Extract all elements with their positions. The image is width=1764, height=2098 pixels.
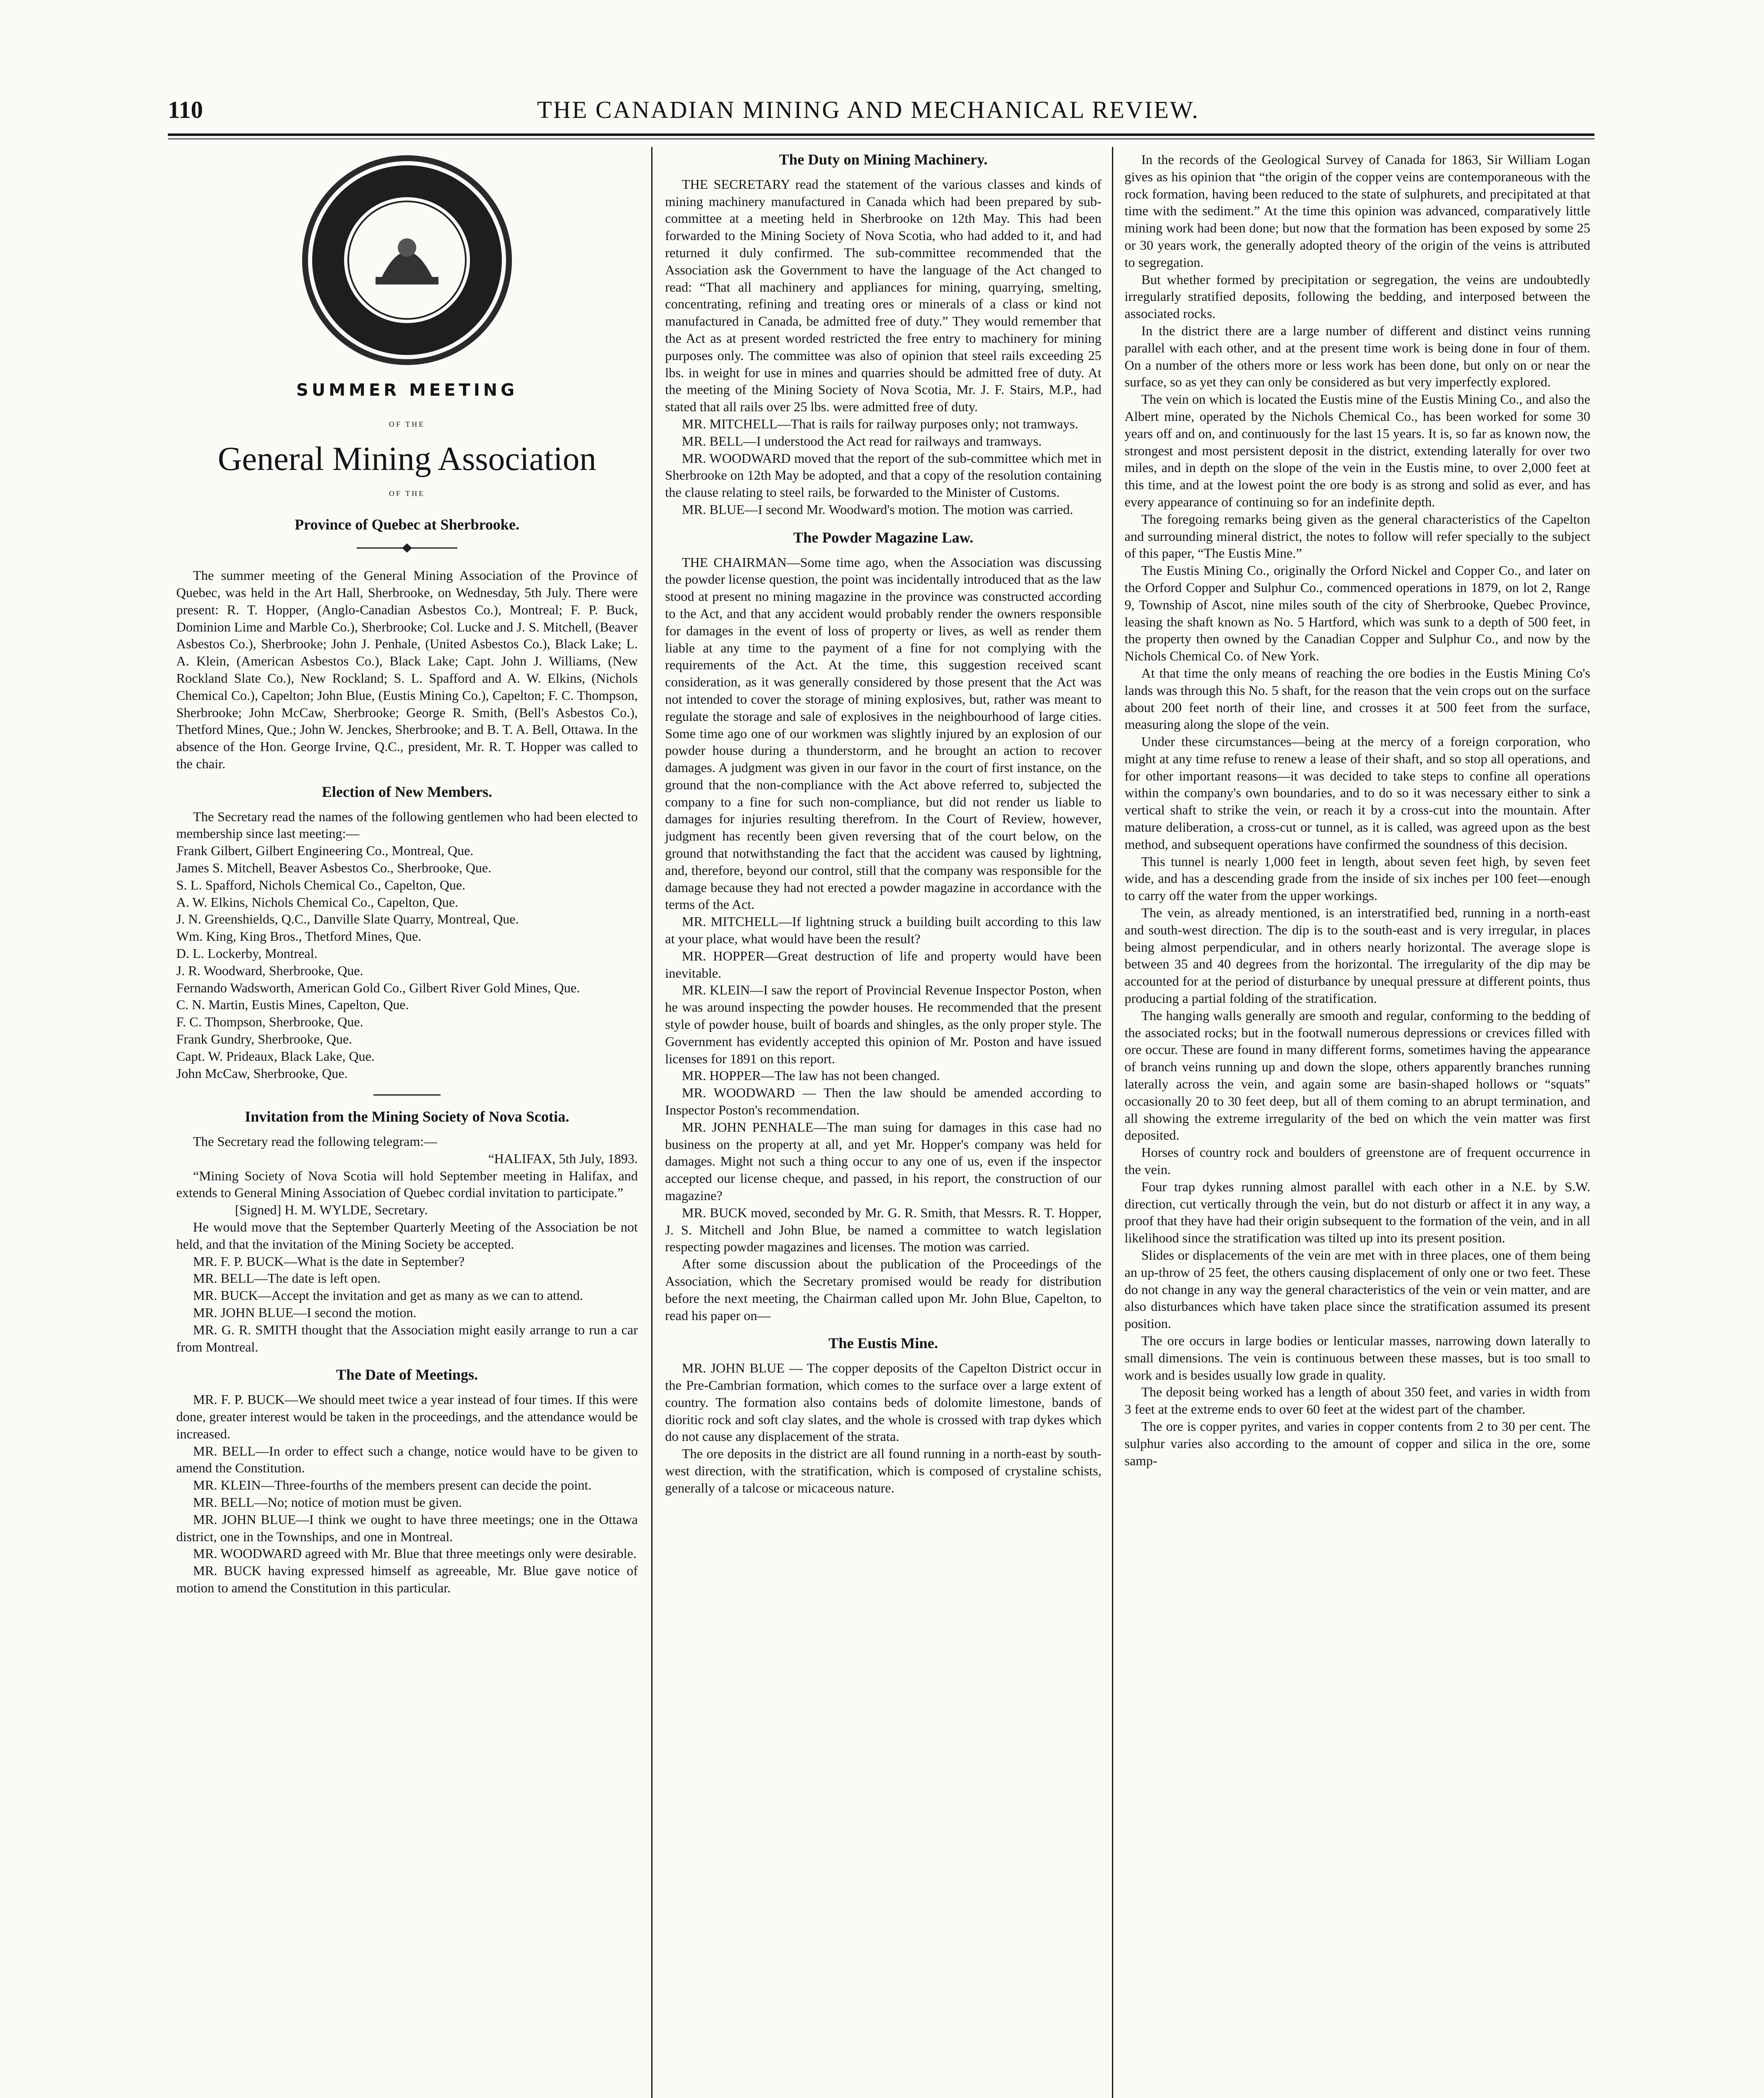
paragraph: MR. JOHN BLUE—I second the motion.	[193, 1305, 417, 1320]
paragraph: MR. BUCK having expressed himself as agreeable, Mr. Blue gave notice of motion to amend the Constitution in this particular.	[176, 1563, 638, 1596]
paragraph: MR. BUCK—Accept the invitation and get as many as we can to attend.	[193, 1288, 583, 1303]
section-separator	[373, 1094, 441, 1096]
paragraph: He would move that the September Quarterly Meeting of the Association be not held, and that the invitation of the Mining Society be accepted.	[176, 1219, 638, 1252]
paragraph: MR. KLEIN—Three-fourths of the members present can decide the point.	[193, 1477, 592, 1493]
paragraph: This tunnel is nearly 1,000 feet in length, about seven feet high, by seven feet wide, and has a descending grade from the inside of six inches per 100 feet—enough to carry off the water from the upper workings.	[1125, 853, 1590, 903]
paragraph: The ore is copper pyrites, and varies in copper contents from 2 to 30 per cent. The sulphur varies also according to the amount of copper and silica in the ore, some samp-	[1125, 1418, 1590, 1468]
meeting-paragraph: The summer meeting of the General Mining Association of the Province of Quebec, was held in the Art Hall, Sherbrooke, on Wednesday, 5th July. There were present: R. T. Hopper, (Anglo-Canadian Asbestos Co.), Montreal; F. P. Buck, Dominion Lime and Marble Co.), Sherbrooke; Col. Lucke and J. S. Mitchell, (Beaver Asbestos Co.), Sherbrooke; John J. Penhale, (United Asbestos Co.), Black Lake; L. A. Klein, (American Asbestos Co.), Black Lake; Capt. John J. Williams, (New Rockland Slate Co.), New Rockland; S. L. Spafford and A. W. Elkins, (Nichols Chemical Co.), Capelton; John Blue, (Eustis Mining Co.), Capelton; F. C. Thompson, Sherbrooke; John McCaw, Sherbrooke; George R. Smith, (Bell's Asbestos Co.), Thetford Mines, Que.; John W. Jenckes, Sherbrooke; and B. T. A. Bell, Ottawa. In the absence of the Hon. George Irvine, Q.C., president, Mr. R. T. Hopper was called to the chair.	[176, 568, 638, 771]
list-item: Frank Gundry, Sherbrooke, Que.	[176, 1031, 352, 1046]
section-heading-eustis: The Eustis Mine.	[828, 1335, 938, 1352]
paragraph: MR. WOODWARD — Then the law should be amended according to Inspector Poston's recommendation.	[665, 1085, 1101, 1118]
telegram-intro: The Secretary read the following telegram:—	[193, 1134, 437, 1149]
page-number: 110	[168, 96, 203, 123]
column-divider-2	[1112, 147, 1113, 2098]
of-the-label: OF THE	[389, 420, 425, 428]
paragraph: MR. BELL—The date is left open.	[193, 1271, 381, 1286]
ornament-rule	[357, 542, 457, 554]
paragraph: THE CHAIRMAN—Some time ago, when the Association was discussing the powder license question, the point was incidentally introduced that as the law stood at present no mining magazine in the province was constructed according to the Act, and that any accident would probably render the owners responsible for damages in the event of loss of property or lives, as well as render them liable at any time to the payment of a fine for not complying with the requirements of the Act. At the time, this suggestion received scant consideration, as it was generally considered by those present that the Act was not intended to cover the storage of mining explosives, but, rather was meant to regulate the storage and sale of explosives in the neighbourhood of large cities. Some time ago one of our workmen was slightly injured by an explosion of our powder house during a thunderstorm, and he brought an action to recover damages. A judgment was given in our favor in the court of first instance, on the ground that the non-compliance with the Act above referred to, subjected the company to a fine for such non-compliance, but did not render us liable to damages for injuries resulting therefrom. In the Court of Review, however, judgment has recently been given reversing that of the court below, on the ground that notwithstanding the fact that the accident was caused by lightning, and, therefore, beyond our control, still that the company was responsible for the damage because they had not erected a powder magazine in accordance with the terms of the Act.	[665, 554, 1101, 912]
list-item: J. R. Woodward, Sherbrooke, Que.	[176, 963, 363, 978]
paragraph: MR. JOHN PENHALE—The man suing for damages in this case had no business on the property at all, and yet Mr. Hopper's company was held for damages. Might not such a thing occur to any one of us, even if the inspector accepted our license cheque, and passed, in his report, the construction of our magazine?	[665, 1119, 1101, 1203]
section-heading-election: Election of New Members.	[322, 783, 492, 800]
paragraph: But whether formed by precipitation or segregation, the veins are undoubtedly irregularly stratified deposits, following the bedding, and interposed between the associated rocks.	[1125, 271, 1590, 321]
telegram-signature: [Signed] H. M. WYLDE, Secretary.	[235, 1202, 428, 1218]
paragraph: The ore occurs in large bodies or lenticular masses, narrowing down laterally to small dimensions. The vein is continuous between these masses, but is too small to work and is besides usually low grade in quality.	[1125, 1333, 1590, 1383]
paragraph: The deposit being worked has a length of about 350 feet, and varies in width from 3 feet at the extreme ends to over 60 feet at the widest part of the chamber.	[1125, 1384, 1590, 1417]
summer-meeting-heading: SUMMER MEETING	[296, 381, 518, 400]
paragraph: MR. BLUE—I second Mr. Woodward's motion. The motion was carried.	[682, 501, 1073, 517]
paragraph: MR. F. P. BUCK—What is the date in September?	[193, 1253, 465, 1269]
paragraph: The Eustis Mining Co., originally the Orford Nickel and Copper Co., and later on the Orford Copper and Sulphur Co., commenced operations in 1879, on lot 2, Range 9, Township of Ascot, nine miles south of the city of Sherbrooke, Quebec Province, leasing the shaft known as No. 5 Hartford, which was sunk to a depth of 500 feet, in the property then owned by the Canadian Copper and Sulphur Co., and now by the Nichols Chemical Co. of New York.	[1125, 563, 1590, 664]
paragraph: THE SECRETARY read the statement of the various classes and kinds of mining machinery manufactured in Canada which had been prepared by sub-committee at a meeting held in Sherbrooke on 12th May. This had been forwarded to the Mining Society of Nova Scotia, who had added to it, and had returned it duly confirmed. The sub-committee recommended that the Association ask the Government to have the language of the Act changed to read: “That all machinery and appliances for mining, quarrying, smelting, concentrating, refining and treating ores or minerals of a class or kind not manufactured in Canada, be admitted free of duty.” They would remember that the Act as at present worded restricted the free entry to machinery for mining purposes only. The committee was also of opinion that steel rails exceeding 25 lbs. in weight for use in mines and quarries should be admitted free of duty. At the meeting of the Mining Society of Nova Scotia, Mr. J. F. Stairs, M.P., had stated that all rails over 25 lbs. were admitted free of duty.	[665, 176, 1101, 415]
header-rule-thin	[168, 138, 1594, 139]
paragraph: MR. KLEIN—I saw the report of Provincial Revenue Inspector Poston, when he was around inspecting the powder houses. He recommended that the present style of powder house, built of boards and shingles, as the only proper style. The Government has evidently accepted this opinion of Mr. Poston and have issued licenses for 1891 on this report.	[665, 982, 1101, 1066]
paragraph: MR. MITCHELL—If lightning struck a building built according to this law at your place, what would have been the result?	[665, 914, 1101, 947]
telegram-date: “HALIFAX, 5th July, 1893.	[488, 1151, 638, 1166]
province-subtitle: Province of Quebec at Sherbrooke.	[295, 516, 519, 533]
paragraph: The ore deposits in the district are all found running in a north-east by south-west direction, with the stratification, which is composed of crystaline schists, generally of a talcose or micaceous nature.	[665, 1446, 1101, 1495]
list-item: John McCaw, Sherbrooke, Que.	[176, 1065, 348, 1081]
paragraph: Four trap dykes running almost parallel with each other in a N.E. by S.W. direction, cut vertically through the vein, but do not disturb or affect it in any way, a proof that they have had their origin subsequent to the formation of the vein, and in all likelihood since the stratification was tilted up into its present position.	[1125, 1179, 1590, 1246]
association-seal-image	[298, 151, 516, 369]
paragraph: MR. BELL—I understood the Act read for railways and tramways.	[682, 433, 1042, 449]
paragraph: MR. G. R. SMITH thought that the Association might easily arrange to run a car from Montreal.	[176, 1322, 638, 1354]
section-heading-powder: The Powder Magazine Law.	[793, 529, 973, 546]
paragraph: MR. HOPPER—Great destruction of life and property would have been inevitable.	[665, 948, 1101, 981]
paragraph: Under these circumstances—being at the mercy of a foreign corporation, who might at any time refuse to renew a lease of their shaft, and so stop all operations, and for other important reasons—it was decided to take steps to confine all operations within the company's own boundaries, and to do so it was necessary either to sink a vertical shaft to strike the vein, or reach it by a cross-cut into the mountain. After mature deliberation, a cross-cut or tunnel, as it is called, was agreed upon as the best method, and subsequent operations have confirmed the soundness of this decision.	[1125, 734, 1590, 852]
list-item: Frank Gilbert, Gilbert Engineering Co., Montreal, Que.	[176, 843, 474, 859]
list-item: C. N. Martin, Eustis Mines, Capelton, Que.	[176, 997, 409, 1012]
paragraph: After some discussion about the publication of the Proceedings of the Association, which the Secretary promised would be ready for distribution before the next meeting, the Chairman called upon Mr. John Blue, Capelton, to read his paper on—	[665, 1256, 1101, 1323]
paragraph: Horses of country rock and boulders of greenstone are of frequent occurrence in the vein.	[1125, 1145, 1590, 1177]
member-list	[176, 842, 638, 1082]
paragraph: The foregoing remarks being given as the general characteristics of the Capelton and surrounding mineral district, the notes to follow will refer specially to the subject of this paper, “The Eustis Mine.”	[1125, 511, 1590, 561]
list-item: D. L. Lockerby, Montreal.	[176, 945, 318, 961]
paragraph: MR. BUCK moved, seconded by Mr. G. R. Smith, that Messrs. R. T. Hopper, J. S. Mitchell and John Blue, be named a committee to watch legislation respecting powder magazines and licenses. The motion was carried.	[665, 1205, 1101, 1255]
paragraph: MR. MITCHELL—That is rails for railway purposes only; not tramways.	[682, 416, 1078, 431]
header-rule	[168, 133, 1594, 136]
list-item: James S. Mitchell, Beaver Asbestos Co., Sherbrooke, Que.	[176, 860, 491, 875]
paragraph: MR. F. P. BUCK—We should meet twice a year instead of four times. If this were done, greater interest would be taken in the proceedings, and the attendance would be increased.	[176, 1392, 638, 1441]
section-heading-invitation: Invitation from the Mining Society of Nova Scotia.	[245, 1108, 569, 1125]
column-middle	[665, 151, 1101, 1497]
of-the-label-2: OF THE	[389, 489, 425, 498]
running-head: THE CANADIAN MINING AND MECHANICAL REVIEW.	[537, 96, 1200, 123]
column-divider-1	[651, 147, 652, 2098]
list-item: Capt. W. Prideaux, Black Lake, Que.	[176, 1048, 375, 1064]
paragraph: MR. BELL—No; notice of motion must be given.	[193, 1495, 462, 1510]
paragraph: MR. WOODWARD agreed with Mr. Blue that three meetings only were desirable.	[193, 1546, 637, 1561]
paragraph: Slides or displacements of the vein are met with in three places, one of them being an up-throw of 25 feet, the others causing displacement of only one or two feet. These do not change in any way the general characteristics of the vein or vein matter, and are also disturbances which have taken place since the stratification assumed its present position.	[1125, 1247, 1590, 1331]
paragraph: MR. JOHN BLUE — The copper deposits of the Capelton District occur in the Pre-Cambrian formation, which comes to the surface over a large extent of country. The formation also contains beds of dolomite limestone, bands of dioritic rock and soft clay slates, and the whole is crossed with trap dykes which do not cause any displacement of the strata.	[665, 1360, 1101, 1444]
association-title: General Mining Association	[217, 440, 597, 478]
list-item: Wm. King, King Bros., Thetford Mines, Que.	[176, 929, 422, 944]
paragraph: MR. WOODWARD moved that the report of the sub-committee which met in Sherbrooke on 12th May be adopted, and that a copy of the resolution containing the clause relating to steel rails, be forwarded to the Minister of Customs.	[665, 450, 1101, 500]
paragraph: In the records of the Geological Survey of Canada for 1863, Sir William Logan gives as his opinion that “the origin of the copper veins are contemporaneous with the rock formation, having been reduced to the state of sulphurets, and precipitated at that time with the sediment.” At the time this opinion was advanced, comparatively little mining work had been done; but now that the formation has been exposed by some 25 or 30 years work, the generally adopted theory of the origin of the veins is attributed to segregation.	[1125, 152, 1590, 270]
list-item: F. C. Thompson, Sherbrooke, Que.	[176, 1014, 363, 1030]
election-intro: The Secretary read the names of the following gentlemen who had been elected to membership since last meeting:—	[176, 809, 638, 841]
paragraph: In the district there are a large number of different and distinct veins running parallel with each other, and at the present time work is being done in four of them. On a number of the others more or less work has been done, but only on or near the surface, so as yet they can only be considered as but very imperfectly explored.	[1125, 323, 1590, 390]
list-item: Fernando Wadsworth, American Gold Co., Gilbert River Gold Mines, Que.	[176, 980, 580, 995]
column-right	[1125, 151, 1590, 1469]
section-heading-date: The Date of Meetings.	[336, 1366, 478, 1383]
paragraph: MR. BELL—In order to effect such a change, notice would have to be given to amend the Constitution.	[176, 1443, 638, 1476]
list-item: A. W. Elkins, Nichols Chemical Co., Capelton, Que.	[176, 894, 458, 910]
telegram-text: “Mining Society of Nova Scotia will hold September meeting in Halifax, and extends to General Mining Association of Quebec cordial invitation to participate.”	[176, 1168, 638, 1200]
paragraph: The vein on which is located the Eustis mine of the Eustis Mining Co., and also the Albert mine, operated by the Nichols Chemical Co., has been worked for some 30 years off and on, and continuously for the last 15 years. It is, so far as known now, the strongest and most persistent deposit in the district, extending laterally for over two miles, and in depth on the slope of the vein in the Eustis mine, to over 2,000 feet at this time, and at the lowest point the ore body is as strong and solid as ever, and has every appearance of continuing so for an indefinite depth.	[1125, 391, 1590, 509]
list-item: J. N. Greenshields, Q.C., Danville Slate Quarry, Montreal, Que.	[176, 911, 519, 927]
paragraph: The vein, as already mentioned, is an interstratified bed, running in a north-east and south-west direction. The dip is to the south-east and is very irregular, in places being almost perpendicular, and in others nearly horizontal. The average slope is between 35 and 40 degrees from the horizontal. The irregularity of the dip may be accounted for at the period of disturbance by unequal pressure at different points, thus producing a partial folding of the stratification.	[1125, 905, 1590, 1006]
paragraph: MR. HOPPER—The law has not been changed.	[682, 1068, 940, 1083]
section-heading-duty: The Duty on Mining Machinery.	[779, 151, 988, 168]
column-left	[176, 151, 638, 1597]
paragraph: The hanging walls generally are smooth and regular, conforming to the bedding of the associated rocks; but in the footwall numerous depressions or crevices filled with ore occur. These are found in many different forms, sometimes having the appearance of branch veins running up and down the slope, others apparently branches running laterally across the vein, and again some are basin-shaped hollows or “squats” occasionally 20 to 30 feet deep, but all of them coming to an abrupt termination, and all showing the extreme irregularity of the bed on which the vein matter was first deposited.	[1125, 1007, 1590, 1143]
list-item: S. L. Spafford, Nichols Chemical Co., Capelton, Que.	[176, 877, 466, 892]
paragraph: At that time the only means of reaching the ore bodies in the Eustis Mining Co's lands was through this No. 5 shaft, for the reason that the vein crops out on the surface about 200 feet north of their line, and crosses it at 500 feet from the surface, measuring along the slope of the vein.	[1125, 665, 1590, 732]
paragraph: MR. JOHN BLUE—I think we ought to have three meetings; one in the Ottawa district, one in the Townships, and one in Montreal.	[176, 1511, 638, 1544]
page-header	[168, 96, 1603, 125]
